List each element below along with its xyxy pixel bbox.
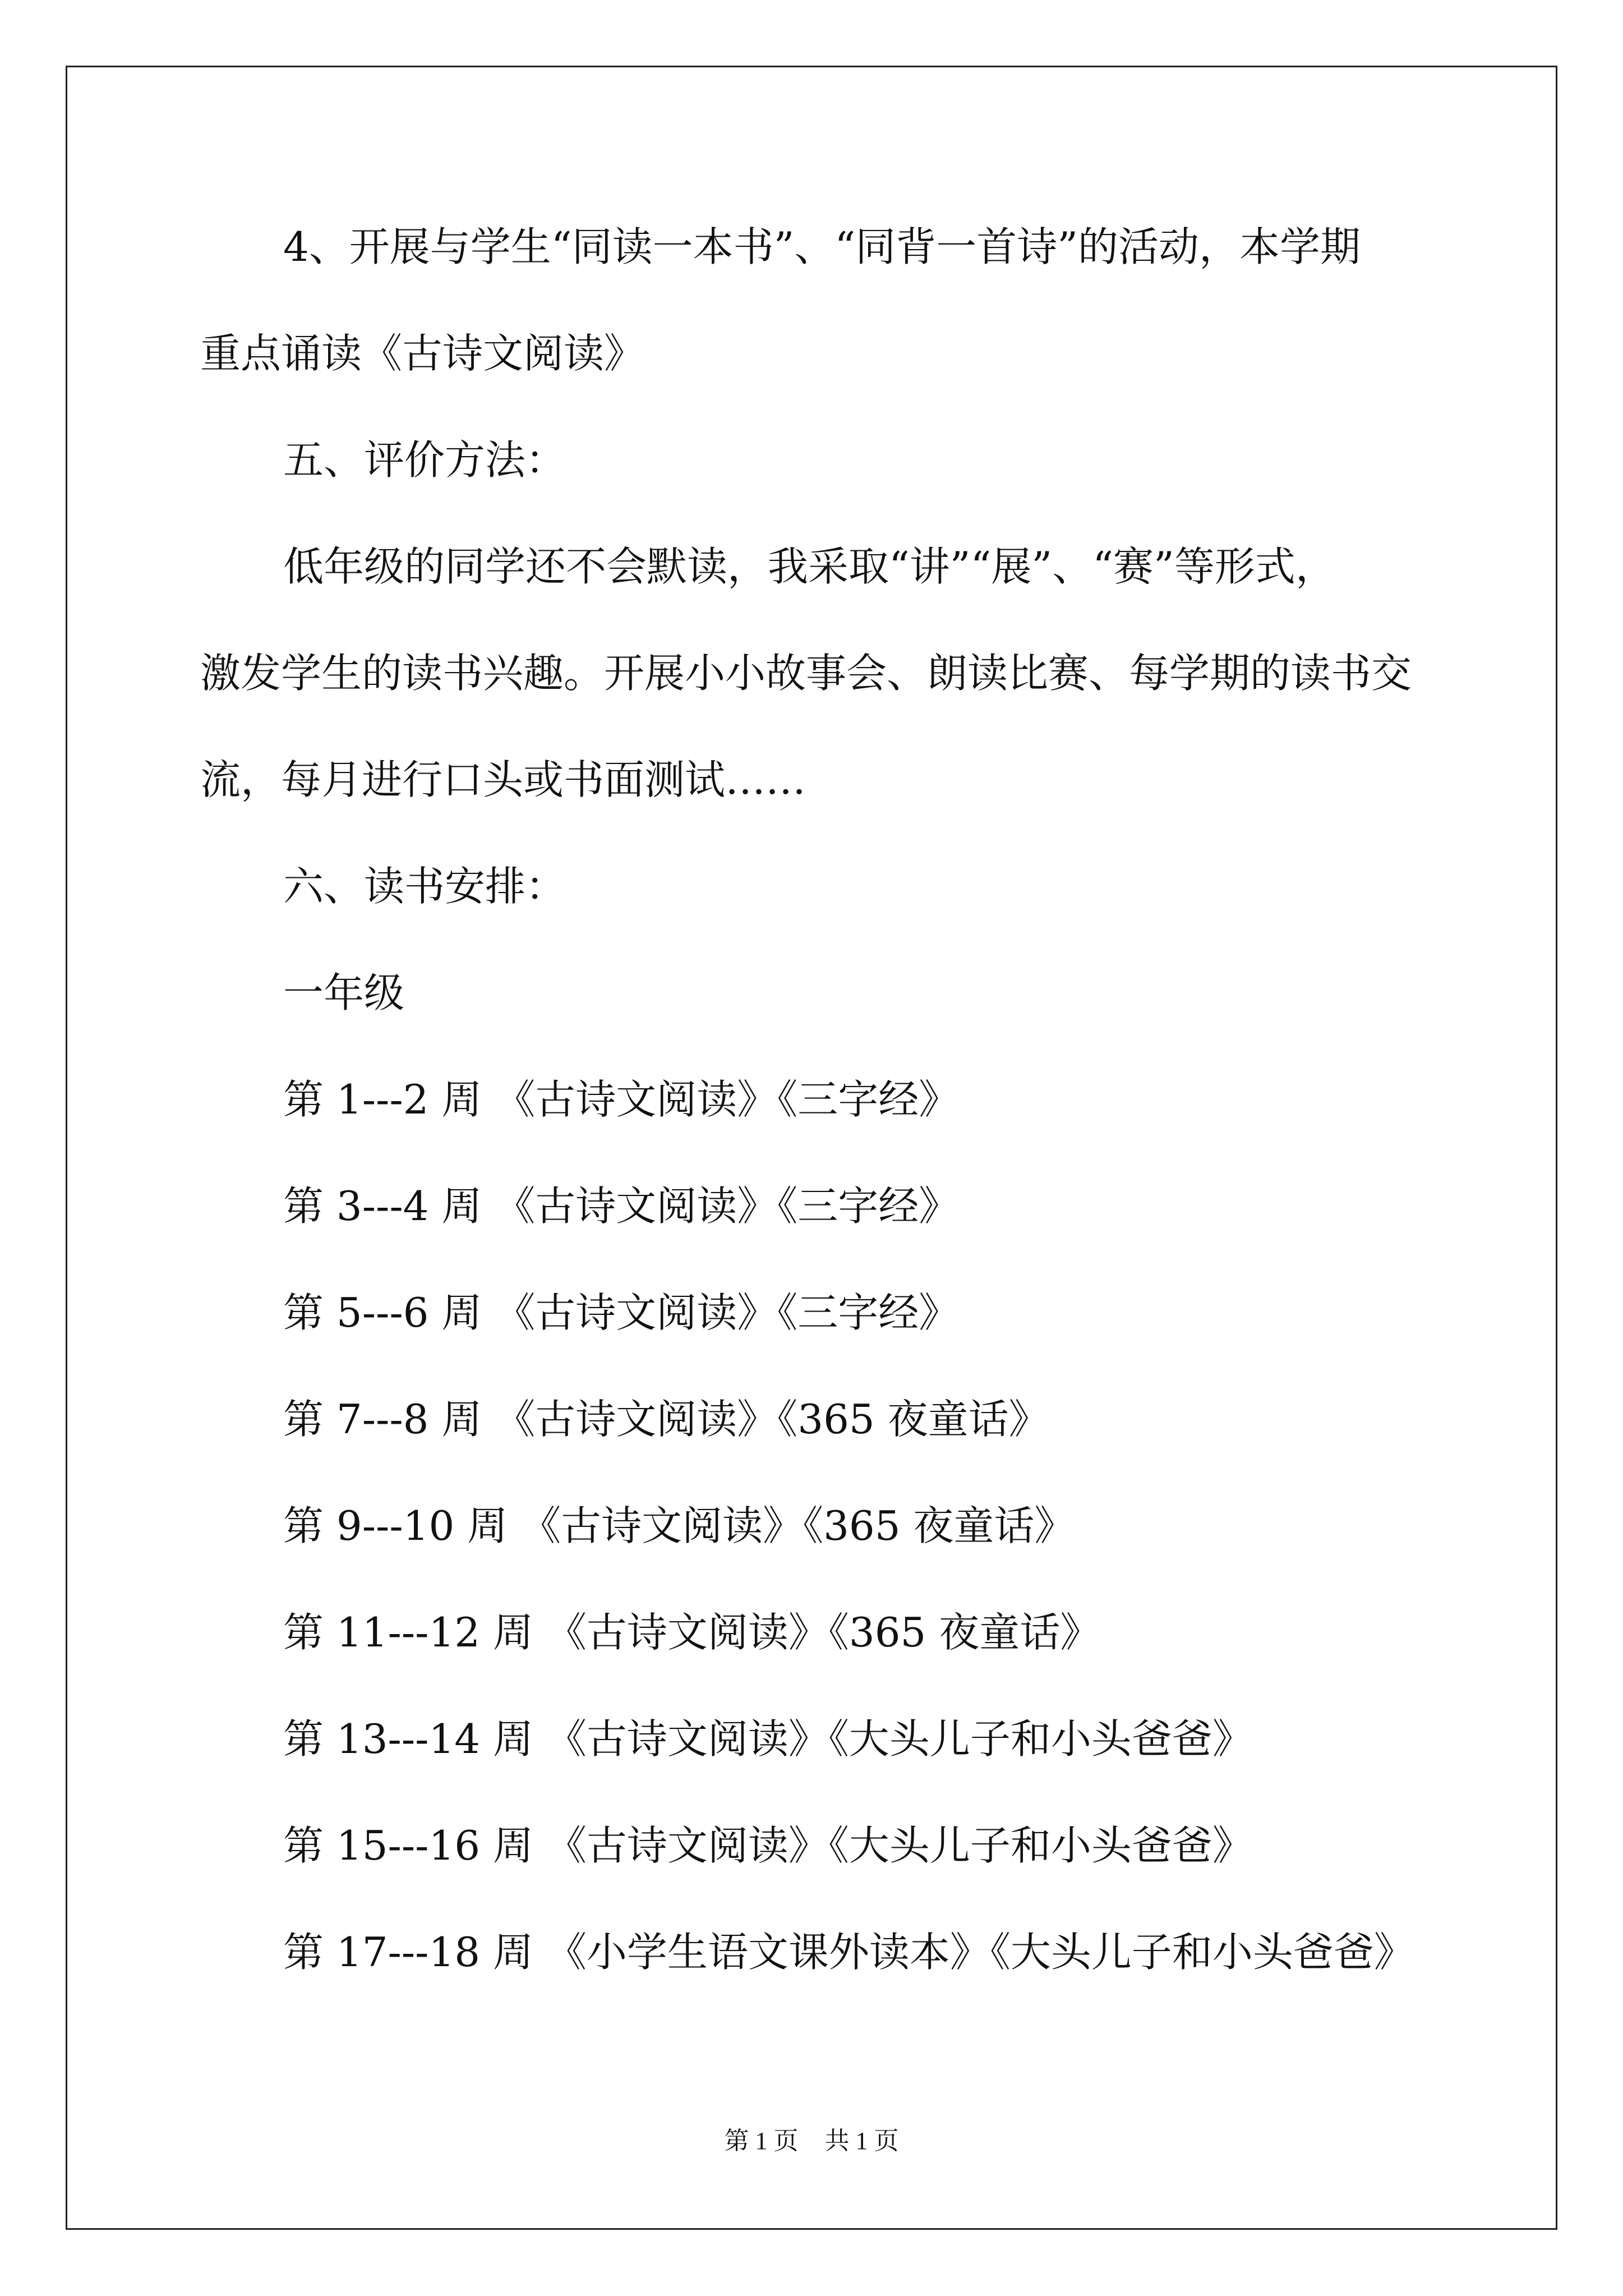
paragraph-evaluation: 低年级的同学还不会默读，我采取“讲”“展”、“赛”等形式， bbox=[283, 543, 1336, 590]
paragraph-activity-4: 4、开展与学生“同读一本书”、“同背一首诗”的活动，本学期 bbox=[283, 223, 1361, 270]
paragraph-evaluation-cont-2: 流，每月进行口头或书面测试…… bbox=[200, 756, 806, 803]
schedule-row: 第 17---18 周 《小学生语文课外读本》《大头儿子和小头爸爸》 bbox=[283, 1929, 1414, 1976]
page-number: 第 1 页 bbox=[724, 2127, 799, 2155]
document-body bbox=[200, 213, 1462, 2025]
schedule-row: 第 1---2 周 《古诗文阅读》《三字经》 bbox=[283, 1076, 960, 1123]
schedule-row: 第 5---6 周 《古诗文阅读》《三字经》 bbox=[283, 1289, 960, 1336]
schedule-row: 第 3---4 周 《古诗文阅读》《三字经》 bbox=[283, 1182, 960, 1230]
section-heading-evaluation: 五、评价方法： bbox=[283, 436, 566, 484]
schedule-row: 第 7---8 周 《古诗文阅读》《365 夜童话》 bbox=[283, 1396, 1049, 1443]
page-footer bbox=[0, 2124, 1623, 2158]
paragraph-evaluation-cont-1: 激发学生的读书兴趣。开展小小故事会、朗读比赛、每学期的读书交 bbox=[200, 650, 1412, 697]
section-heading-schedule: 六、读书安排： bbox=[283, 863, 566, 910]
schedule-row: 第 13---14 周 《古诗文阅读》《大头儿子和小头爸爸》 bbox=[283, 1715, 1253, 1763]
schedule-row: 第 11---12 周 《古诗文阅读》《365 夜童话》 bbox=[283, 1609, 1101, 1656]
grade-heading: 一年级 bbox=[283, 969, 405, 1016]
page-total: 共 1 页 bbox=[824, 2127, 899, 2155]
schedule-row: 第 15---16 周 《古诗文阅读》《大头儿子和小头爸爸》 bbox=[283, 1822, 1253, 1869]
paragraph-activity-4-cont: 重点诵读《古诗文阅读》 bbox=[200, 330, 645, 377]
schedule-row: 第 9---10 周 《古诗文阅读》《365 夜童话》 bbox=[283, 1502, 1075, 1549]
